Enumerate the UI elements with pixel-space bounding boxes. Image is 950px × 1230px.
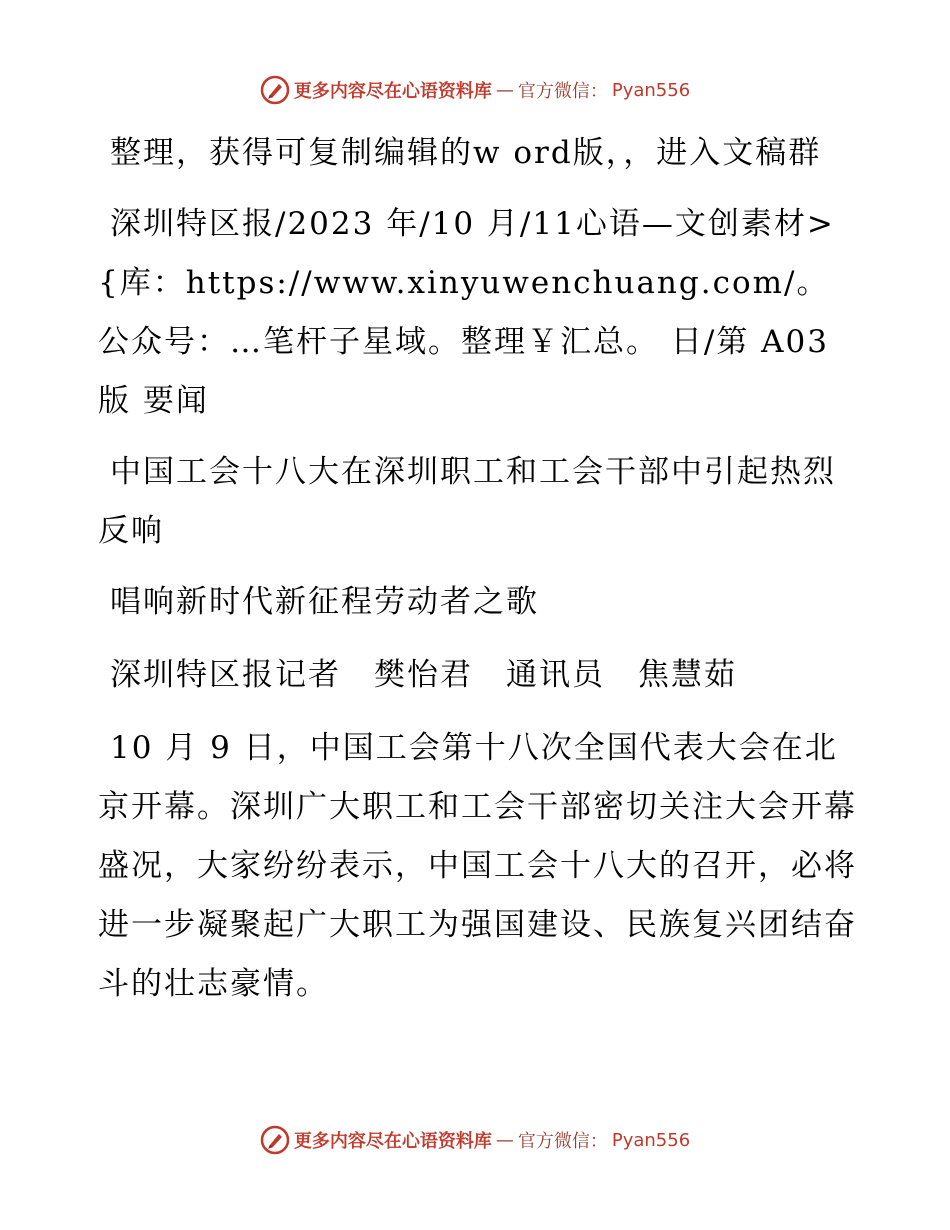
article-paragraph: 10 月 9 日，中国工会第十八次全国代表大会在北京开幕。深圳广大职工和工会干部密切关注大会开幕盛况，大家纷纷表示，中国工会十八大的召开，必将进一步凝聚起广大职工为强国建设、民族复兴团结奋斗的壮志豪情。 <box>98 730 857 1002</box>
watermark-text: 更多内容尽在心语资料库 <box>293 81 492 102</box>
header-watermark <box>0 72 950 108</box>
watermark-official-label: 官方微信： <box>517 1131 608 1152</box>
watermark-wechat-id: Pyan556 <box>611 79 691 101</box>
pen-logo-icon <box>260 75 290 105</box>
article-subtitle: 唱响新时代新征程劳动者之歌 <box>110 584 539 620</box>
paragraph-note: 整理，获得可复制编辑的w ord版，，进入文稿群 <box>110 135 822 171</box>
paragraph-source: 深圳特区报/2023 年/10 月/11心语—文创素材>{库：https://www.xinyuwenchuang.com/。公众号：…笔杆子星域。整理￥汇总。 日/第 A03 版 要闻 <box>98 206 835 419</box>
article-byline: 深圳特区报记者 樊怡君 通讯员 焦慧茹 <box>110 657 737 693</box>
watermark-text: 更多内容尽在心语资料库 <box>293 1131 492 1152</box>
watermark-official-label: 官方微信： <box>517 81 608 102</box>
pen-logo-icon <box>260 1125 290 1155</box>
article-title: 中国工会十八大在深圳职工和工会干部中引起热烈反响 <box>98 454 836 549</box>
footer-watermark <box>0 1122 950 1158</box>
watermark-separator: — <box>495 1129 514 1151</box>
document-body <box>98 124 858 1026</box>
watermark-separator: — <box>495 79 514 101</box>
watermark-wechat-id: Pyan556 <box>611 1129 691 1151</box>
